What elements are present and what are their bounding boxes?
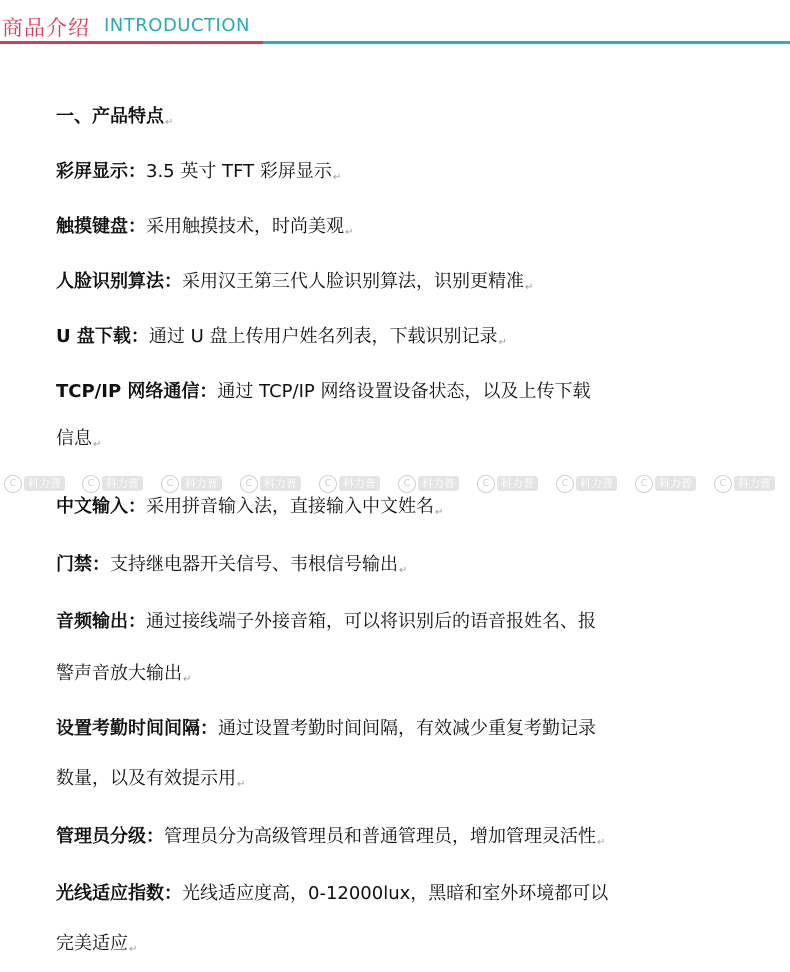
feature-line bbox=[56, 160, 341, 190]
feature-line bbox=[56, 553, 407, 583]
brand-logo-icon: C bbox=[82, 475, 100, 493]
brand-logo-icon: C bbox=[477, 475, 495, 493]
feature-line bbox=[56, 610, 596, 634]
line-label: TCP/IP 网络通信： bbox=[56, 381, 218, 402]
line-text: 采用汉王第三代人脸识别算法，识别更精准 bbox=[182, 271, 524, 292]
feature-line bbox=[56, 825, 605, 855]
brand-logo-icon: C bbox=[635, 475, 653, 493]
feature-line-continuation bbox=[56, 767, 245, 797]
line-text: 完美适应 bbox=[56, 933, 128, 954]
line-text: 信息 bbox=[56, 428, 92, 449]
paragraph-mark-icon: ↵ bbox=[345, 227, 354, 238]
paragraph-mark-icon: ↵ bbox=[399, 565, 408, 576]
line-text: 数量，以及有效提示用 bbox=[56, 768, 236, 789]
line-text: 3.5 英寸 TFT 彩屏显示 bbox=[146, 161, 332, 182]
line-text: 通过 U 盘上传用户姓名列表，下载识别记录 bbox=[148, 326, 498, 347]
brand-logo-icon: C bbox=[240, 475, 258, 493]
line-text: 光线适应度高，0-12000lux，黑暗和室外环境都可以 bbox=[182, 883, 609, 904]
header-underline-red bbox=[0, 41, 263, 44]
line-text: 通过接线端子外接音箱，可以将识别后的语音报姓名、报 bbox=[146, 611, 596, 632]
watermark: C 科力普 bbox=[398, 473, 459, 497]
paragraph-mark-icon: ↵ bbox=[165, 117, 174, 128]
line-label: 触摸键盘： bbox=[56, 216, 146, 237]
feature-line bbox=[56, 215, 353, 245]
line-label: U 盘下载： bbox=[56, 326, 149, 347]
paragraph-mark-icon: ↵ bbox=[183, 674, 192, 685]
watermark: C 科力普 bbox=[161, 473, 222, 497]
header-underline-teal bbox=[263, 41, 790, 44]
paragraph-mark-icon: ↵ bbox=[129, 944, 138, 955]
line-label: 管理员分级： bbox=[56, 826, 164, 847]
brand-logo-icon: C bbox=[714, 475, 732, 493]
watermark: C 科力普 bbox=[477, 473, 538, 497]
line-text: 通过 TCP/IP 网络设置设备状态，以及上传下载 bbox=[217, 381, 591, 402]
feature-line-continuation bbox=[56, 662, 191, 692]
brand-logo-icon: C bbox=[161, 475, 179, 493]
paragraph-mark-icon: ↵ bbox=[435, 507, 444, 518]
brand-logo-icon: C bbox=[556, 475, 574, 493]
paragraph-mark-icon: ↵ bbox=[93, 439, 102, 450]
header-title-en: INTRODUCTION bbox=[104, 15, 250, 36]
paragraph-mark-icon: ↵ bbox=[597, 837, 606, 848]
feature-line bbox=[56, 325, 507, 355]
watermark-row bbox=[0, 473, 790, 497]
brand-logo-icon: C bbox=[4, 475, 22, 493]
line-text: 通过设置考勤时间间隔，有效减少重复考勤记录 bbox=[218, 718, 596, 739]
watermark: C 科力普 bbox=[4, 473, 65, 497]
line-text: 支持继电器开关信号、韦根信号输出 bbox=[110, 554, 398, 575]
watermark: C 科力普 bbox=[319, 473, 380, 497]
watermark: C 科力普 bbox=[240, 473, 301, 497]
line-label: 一、产品特点 bbox=[56, 106, 164, 127]
paragraph-mark-icon: ↵ bbox=[237, 779, 246, 790]
paragraph-mark-icon: ↵ bbox=[498, 337, 507, 348]
line-label: 彩屏显示： bbox=[56, 161, 146, 182]
line-label: 光线适应指数： bbox=[56, 883, 182, 904]
section-heading bbox=[56, 105, 173, 135]
feature-line bbox=[56, 495, 443, 525]
brand-logo-icon: C bbox=[398, 475, 416, 493]
line-text: 采用拼音输入法，直接输入中文姓名 bbox=[146, 496, 434, 517]
watermark: C 科力普 bbox=[556, 473, 617, 497]
brand-logo-icon: C bbox=[319, 475, 337, 493]
feature-line bbox=[56, 270, 533, 300]
line-label: 设置考勤时间间隔： bbox=[56, 718, 218, 739]
watermark: C 科力普 bbox=[635, 473, 696, 497]
line-label: 门禁： bbox=[56, 554, 110, 575]
feature-line-continuation bbox=[56, 932, 137, 962]
feature-line bbox=[56, 882, 608, 906]
line-label: 人脸识别算法： bbox=[56, 271, 182, 292]
watermark: C 科力普 bbox=[714, 473, 775, 497]
header-title-cn: 商品介绍 bbox=[2, 16, 90, 40]
line-label: 中文输入： bbox=[56, 496, 146, 517]
intro-header bbox=[0, 0, 790, 46]
line-text: 警声音放大输出 bbox=[56, 663, 182, 684]
paragraph-mark-icon: ↵ bbox=[332, 172, 342, 183]
watermark: C 科力普 bbox=[82, 473, 143, 497]
line-text: 采用触摸技术，时尚美观 bbox=[146, 216, 344, 237]
line-label: 音频输出： bbox=[56, 611, 146, 632]
paragraph-mark-icon: ↵ bbox=[525, 282, 534, 293]
line-text: 管理员分为高级管理员和普通管理员，增加管理灵活性 bbox=[164, 826, 596, 847]
feature-line-continuation bbox=[56, 427, 101, 457]
feature-line bbox=[56, 380, 590, 404]
feature-line bbox=[56, 717, 596, 741]
